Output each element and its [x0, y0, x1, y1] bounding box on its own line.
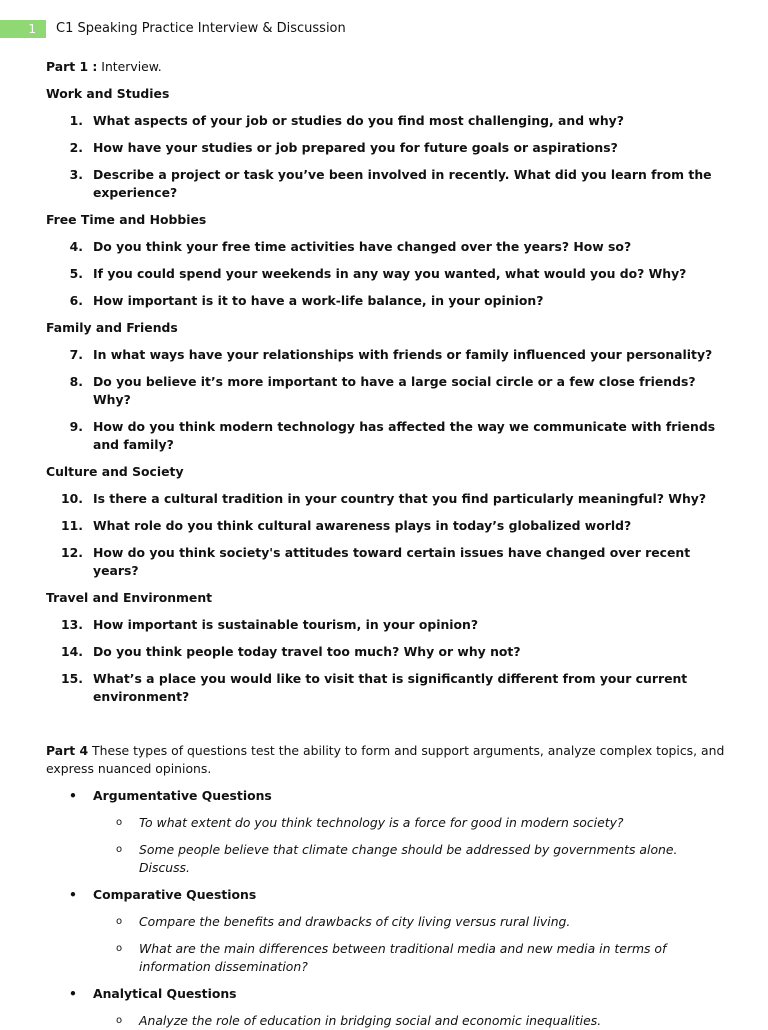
example-question	[46, 940, 726, 976]
part4-label: Part 4	[46, 743, 89, 758]
question-type-title: Analytical Questions	[93, 986, 237, 1001]
question-number: 5.	[69, 266, 83, 281]
question-number: 6.	[69, 293, 83, 308]
question-type-groups	[46, 787, 726, 1030]
question-text: How do you think society's attitudes toward certain issues have changed over recent years?	[93, 545, 691, 578]
question-text: What’s a place you would like to visit that is significantly different from your current environment?	[93, 671, 688, 704]
part1-text: Interview.	[97, 59, 162, 74]
question-item	[46, 292, 726, 310]
question-number: 14.	[61, 644, 83, 659]
question-text: Do you believe it’s more important to have a large social circle or a few close friends? Why?	[93, 374, 696, 407]
part1-intro	[46, 58, 726, 76]
question-number: 1.	[69, 113, 83, 128]
question-number: 8.	[69, 374, 83, 389]
part1-label: Part 1 :	[46, 59, 98, 74]
question-item	[46, 139, 726, 157]
question-text: If you could spend your weekends in any way you wanted, what would you do? Why?	[93, 266, 687, 281]
circle-bullet-icon: o	[116, 1015, 123, 1026]
example-question	[46, 814, 726, 832]
question-item	[46, 166, 726, 202]
question-number: 15.	[61, 671, 83, 686]
question-text: How have your studies or job prepared you for future goals or aspirations?	[93, 140, 618, 155]
example-question-text: Compare the benefits and drawbacks of city living versus rural living.	[139, 914, 571, 929]
question-type-item	[46, 787, 726, 805]
question-type-item	[46, 886, 726, 904]
example-question	[46, 1012, 726, 1030]
question-text: How important is sustainable tourism, in your opinion?	[93, 617, 479, 632]
document-title: C1 Speaking Practice Interview & Discussion	[56, 21, 346, 36]
question-number: 4.	[69, 239, 83, 254]
question-item	[46, 112, 726, 130]
example-question	[46, 841, 726, 877]
question-number: 12.	[61, 545, 83, 560]
question-item	[46, 346, 726, 364]
section-heading: Travel and Environment	[46, 590, 213, 605]
question-number: 9.	[69, 419, 83, 434]
question-number: 13.	[61, 617, 83, 632]
question-item	[46, 238, 726, 256]
circle-bullet-icon: o	[116, 943, 123, 954]
question-type-item	[46, 985, 726, 1003]
question-type-title: Argumentative Questions	[93, 788, 272, 803]
circle-bullet-icon: o	[116, 844, 123, 855]
question-type-title: Comparative Questions	[93, 887, 257, 902]
question-item	[46, 418, 726, 454]
question-number: 11.	[61, 518, 83, 533]
question-item	[46, 670, 726, 706]
question-item	[46, 490, 726, 508]
question-text: Do you think people today travel too much? Why or why not?	[93, 644, 521, 659]
question-number: 7.	[69, 347, 83, 362]
question-text: Is there a cultural tradition in your country that you find particularly meaningful? Why?	[93, 491, 707, 506]
question-item	[46, 517, 726, 535]
page-number: 1	[0, 20, 46, 38]
question-text: Describe a project or task you’ve been involved in recently. What did you learn from the experience?	[93, 167, 712, 200]
question-text: How do you think modern technology has affected the way we communicate with friends and family?	[93, 419, 716, 452]
section-heading: Work and Studies	[46, 86, 170, 101]
question-item	[46, 373, 726, 409]
bullet-icon: •	[69, 788, 77, 803]
question-item	[46, 643, 726, 661]
bullet-icon: •	[69, 986, 77, 1001]
question-text: What role do you think cultural awareness plays in today’s globalized world?	[93, 518, 632, 533]
question-item	[46, 265, 726, 283]
example-question-text: Some people believe that climate change should be addressed by governments alone. Discuss.	[139, 842, 678, 875]
document-body	[46, 58, 726, 1030]
example-question-text: To what extent do you think technology is a force for good in modern society?	[139, 815, 624, 830]
section-heading: Family and Friends	[46, 320, 178, 335]
question-text: How important is it to have a work-life balance, in your opinion?	[93, 293, 544, 308]
question-number: 3.	[69, 167, 83, 182]
part4-text: These types of questions test the ability to form and support arguments, analyze complex topics, and express nuanced opinions.	[46, 743, 725, 776]
question-number: 2.	[69, 140, 83, 155]
example-question	[46, 913, 726, 931]
question-number: 10.	[61, 491, 83, 506]
question-item	[46, 616, 726, 634]
example-question-text: Analyze the role of education in bridging social and economic inequalities.	[139, 1013, 602, 1028]
part4-intro	[46, 742, 726, 778]
question-sections	[46, 85, 726, 706]
circle-bullet-icon: o	[116, 817, 123, 828]
example-question-text: What are the main differences between traditional media and new media in terms of information dissemination?	[139, 941, 667, 974]
question-text: Do you think your free time activities have changed over the years? How so?	[93, 239, 632, 254]
section-heading: Culture and Society	[46, 464, 184, 479]
section-heading: Free Time and Hobbies	[46, 212, 207, 227]
circle-bullet-icon: o	[116, 916, 123, 927]
question-item	[46, 544, 726, 580]
question-text: In what ways have your relationships with friends or family influenced your personality?	[93, 347, 713, 362]
bullet-icon: •	[69, 887, 77, 902]
page-header	[0, 20, 768, 38]
question-text: What aspects of your job or studies do you find most challenging, and why?	[93, 113, 624, 128]
